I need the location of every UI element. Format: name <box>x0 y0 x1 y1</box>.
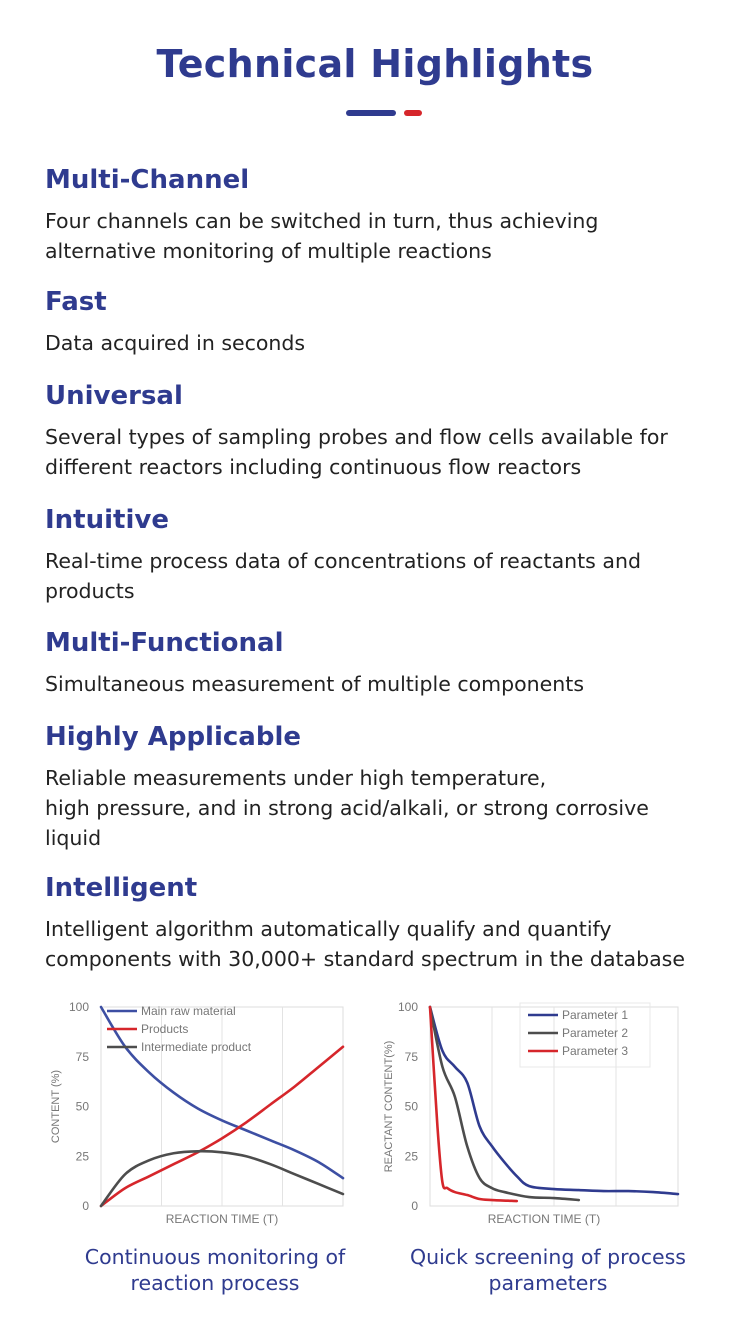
feature-title: Highly Applicable <box>45 722 301 752</box>
y-tick-label: 25 <box>75 1149 89 1164</box>
title-underline-red <box>404 110 422 116</box>
legend-label: Parameter 1 <box>562 1008 629 1022</box>
feature-universal <box>45 380 725 482</box>
feature-title: Multi-Channel <box>45 165 250 195</box>
y-tick-label: 0 <box>82 1199 89 1213</box>
feature-text: Simultaneous measurement of multiple components <box>45 672 584 696</box>
y-tick-label: 75 <box>404 1049 418 1064</box>
chart-caption: Quick screening of process parameters <box>410 1245 686 1295</box>
feature-title: Intelligent <box>45 873 198 903</box>
feature-multi-channel <box>45 164 725 266</box>
page-title: Technical Highlights <box>156 42 594 86</box>
y-tick-label: 50 <box>75 1099 89 1114</box>
y-tick-label: 100 <box>397 1000 418 1014</box>
chart-continuous-monitoring <box>45 995 365 1230</box>
legend-label: Parameter 2 <box>562 1026 629 1040</box>
legend-label: Products <box>141 1022 189 1036</box>
feature-highly-applicable <box>45 721 725 853</box>
feature-text: Several types of sampling probes and flow cells available for different reactors including continuous flow reactors <box>45 425 668 479</box>
chart-caption: Continuous monitoring of reaction process <box>84 1245 346 1295</box>
feature-intelligent <box>45 872 725 974</box>
feature-fast <box>45 286 725 358</box>
title-underline-blue <box>346 110 396 116</box>
legend-label: Main raw material <box>141 1004 236 1018</box>
feature-title: Universal <box>45 381 183 411</box>
y-tick-label: 75 <box>75 1049 89 1064</box>
feature-text: Real-time process data of concentrations of reactants and products <box>45 549 641 603</box>
legend-label: Parameter 3 <box>562 1044 629 1058</box>
y-tick-label: 100 <box>68 1000 89 1014</box>
x-axis-label: REACTION TIME (T) <box>487 1212 601 1226</box>
y-tick-label: 0 <box>411 1199 418 1213</box>
line-chart <box>378 995 698 1230</box>
y-axis-label: CONTENT (%) <box>50 1069 62 1144</box>
feature-text: Four channels can be switched in turn, thus achieving alternative monitoring of multiple reactions <box>45 209 599 263</box>
feature-title: Fast <box>45 287 107 317</box>
y-axis-label: REACTANT CONTENT(%) <box>383 1040 395 1173</box>
feature-title: Intuitive <box>45 505 169 535</box>
feature-text: Data acquired in seconds <box>45 331 306 355</box>
feature-intuitive <box>45 504 725 606</box>
legend-label: Intermediate product <box>141 1040 252 1054</box>
feature-text: Reliable measurements under high temperature, high pressure, and in strong acid/alkali, or strong corrosive liquid <box>45 766 649 850</box>
feature-text: Intelligent algorithm automatically qualify and quantify components with 30,000+ standard spectrum in the database <box>45 917 685 971</box>
y-tick-label: 25 <box>404 1149 418 1164</box>
y-tick-label: 50 <box>404 1099 418 1114</box>
series-line-2 <box>430 1007 579 1200</box>
line-chart <box>45 995 365 1230</box>
feature-multi-functional <box>45 627 725 699</box>
chart-parameter-screening <box>378 995 698 1230</box>
feature-title: Multi-Functional <box>45 628 284 658</box>
x-axis-label: REACTION TIME (T) <box>165 1212 279 1226</box>
